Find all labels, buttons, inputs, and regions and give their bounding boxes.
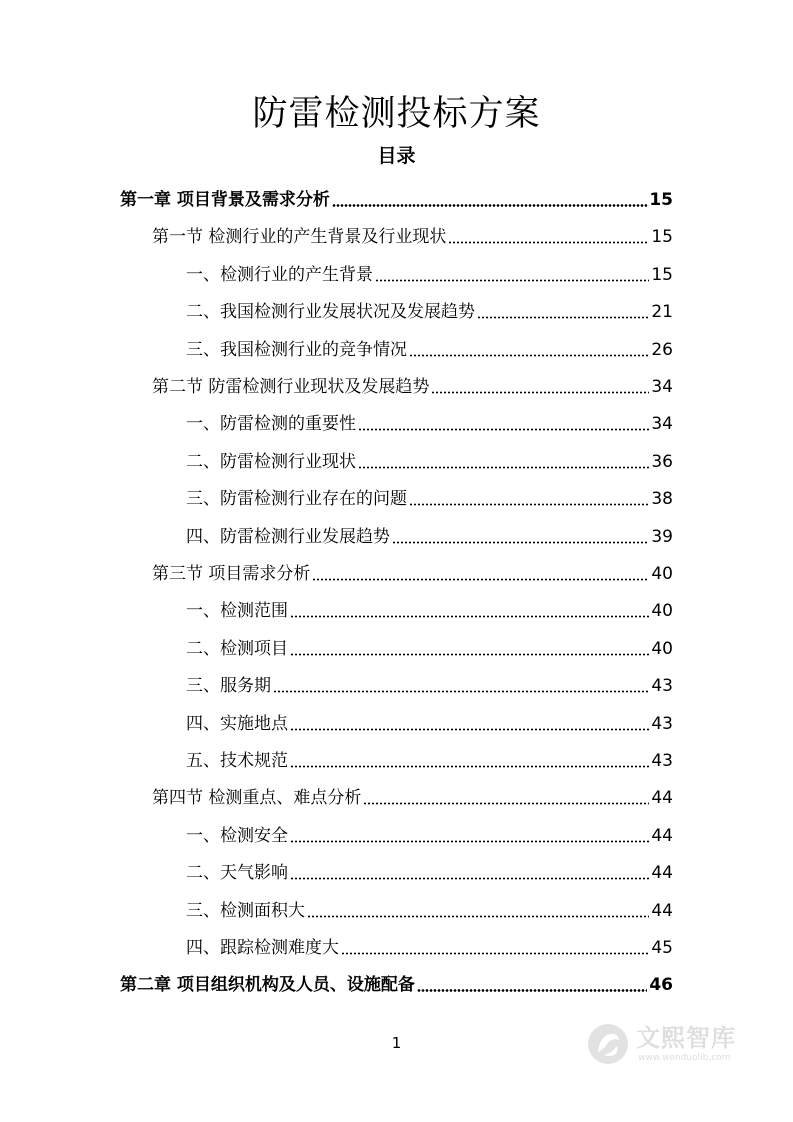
toc-entry-title: 二、天气影响 — [186, 863, 288, 883]
toc-dot-leader — [290, 840, 649, 843]
wenxi-logo-icon — [586, 1022, 630, 1066]
toc-dot-leader — [375, 279, 649, 282]
toc-entry-page: 43 — [651, 751, 673, 771]
toc-heading: 目录 — [377, 145, 416, 167]
toc-entry-page: 44 — [651, 788, 673, 808]
toc-dot-leader — [409, 354, 649, 357]
toc-entry-title: 四、跟踪检测难度大 — [186, 938, 339, 958]
toc-subsection-entry[interactable] — [186, 251, 673, 288]
toc-subsection-entry[interactable] — [186, 924, 673, 961]
toc-entry-title: 四、防雷检测行业发展趋势 — [186, 527, 390, 547]
toc-entry-page: 15 — [649, 190, 673, 210]
toc-section-entry[interactable] — [152, 363, 673, 400]
toc-entry-page: 15 — [651, 227, 673, 247]
toc-entry-page: 36 — [651, 452, 673, 472]
toc-dot-leader — [290, 765, 649, 768]
toc-dot-leader — [307, 915, 649, 918]
toc-subsection-entry[interactable] — [186, 700, 673, 737]
toc-entry-title: 二、检测项目 — [186, 639, 288, 659]
toc-dot-leader — [290, 728, 649, 731]
toc-dot-leader — [358, 466, 649, 469]
toc-dot-leader — [477, 316, 649, 319]
toc-entry-title: 四、实施地点 — [186, 714, 288, 734]
toc-dot-leader — [273, 690, 649, 693]
toc-subsection-entry[interactable] — [186, 326, 673, 363]
watermark-name: 文熙智库 — [636, 1024, 736, 1052]
toc-entry-title: 三、我国检测行业的竞争情况 — [186, 340, 407, 360]
toc-entry-title: 三、服务期 — [186, 676, 271, 696]
toc-subsection-entry[interactable] — [186, 513, 673, 550]
toc-subsection-entry[interactable] — [186, 887, 673, 924]
toc-subsection-entry[interactable] — [186, 438, 673, 475]
toc-entry-page: 21 — [651, 302, 673, 322]
toc-entry-title: 三、防雷检测行业存在的问题 — [186, 489, 407, 509]
toc-subsection-entry[interactable] — [186, 812, 673, 849]
toc-entry-page: 45 — [651, 938, 673, 958]
toc-entry-title: 第三节 项目需求分析 — [152, 564, 311, 584]
toc-dot-leader — [363, 802, 649, 805]
toc-subsection-entry[interactable] — [186, 849, 673, 886]
toc-entry-title: 一、检测范围 — [186, 601, 288, 621]
toc-entry-page: 26 — [651, 340, 673, 360]
toc-dot-leader — [392, 541, 649, 544]
toc-subsection-entry[interactable] — [186, 587, 673, 624]
toc-entry-title: 二、我国检测行业发展状况及发展趋势 — [186, 302, 475, 322]
toc-entry-title: 一、检测行业的产生背景 — [186, 265, 373, 285]
toc-dot-leader — [448, 241, 649, 244]
toc-entry-title: 第一章 项目背景及需求分析 — [120, 190, 330, 210]
toc-dot-leader — [290, 615, 649, 618]
toc-dot-leader — [341, 952, 649, 955]
toc-dot-leader — [409, 503, 649, 506]
toc-dot-leader — [431, 391, 649, 394]
toc-entry-title: 二、防雷检测行业现状 — [186, 452, 356, 472]
toc-subsection-entry[interactable] — [186, 400, 673, 437]
toc-entry-page: 39 — [651, 527, 673, 547]
toc-entry-page: 34 — [651, 377, 673, 397]
toc-subsection-entry[interactable] — [186, 475, 673, 512]
toc-entry-title: 第二章 项目组织机构及人员、设施配备 — [120, 975, 415, 995]
toc-entry-page: 44 — [651, 901, 673, 921]
toc-entry-page: 43 — [651, 676, 673, 696]
toc-chapter-entry[interactable] — [120, 176, 673, 213]
toc-entry-title: 三、检测面积大 — [186, 901, 305, 921]
watermark — [586, 1020, 756, 1068]
toc-dot-leader — [332, 204, 647, 207]
toc-entry-page: 44 — [651, 863, 673, 883]
toc-entry-page: 38 — [651, 489, 673, 509]
toc-chapter-entry[interactable] — [120, 961, 673, 998]
toc-entry-title: 第一节 检测行业的产生背景及行业现状 — [152, 227, 447, 247]
toc-subsection-entry[interactable] — [186, 625, 673, 662]
toc-dot-leader — [290, 653, 649, 656]
toc-entry-title: 一、检测安全 — [186, 826, 288, 846]
toc-entry-title: 一、防雷检测的重要性 — [186, 414, 356, 434]
toc-subsection-entry[interactable] — [186, 662, 673, 699]
toc-entry-page: 40 — [651, 564, 673, 584]
toc-entry-page: 15 — [651, 265, 673, 285]
toc-section-entry[interactable] — [152, 550, 673, 587]
toc-entry-title: 第四节 检测重点、难点分析 — [152, 788, 362, 808]
toc-entry-page: 34 — [651, 414, 673, 434]
toc-entry-title: 第二节 防雷检测行业现状及发展趋势 — [152, 377, 430, 397]
toc-entry-page: 40 — [651, 639, 673, 659]
toc-entry-page: 46 — [649, 975, 673, 995]
toc-section-entry[interactable] — [152, 213, 673, 250]
toc-dot-leader — [417, 989, 647, 992]
toc-entry-title: 五、技术规范 — [186, 751, 288, 771]
toc-entry-page: 44 — [651, 826, 673, 846]
toc-subsection-entry[interactable] — [186, 737, 673, 774]
toc-subsection-entry[interactable] — [186, 288, 673, 325]
watermark-url: www.wenduolib.com — [638, 1053, 731, 1063]
document-title: 防雷检测投标方案 — [252, 94, 541, 134]
toc-section-entry[interactable] — [152, 774, 673, 811]
toc-dot-leader — [290, 877, 649, 880]
toc-dot-leader — [312, 578, 649, 581]
page-number: 1 — [391, 1034, 402, 1052]
toc-dot-leader — [358, 428, 649, 431]
toc-entry-page: 43 — [651, 714, 673, 734]
toc-entry-page: 40 — [651, 601, 673, 621]
